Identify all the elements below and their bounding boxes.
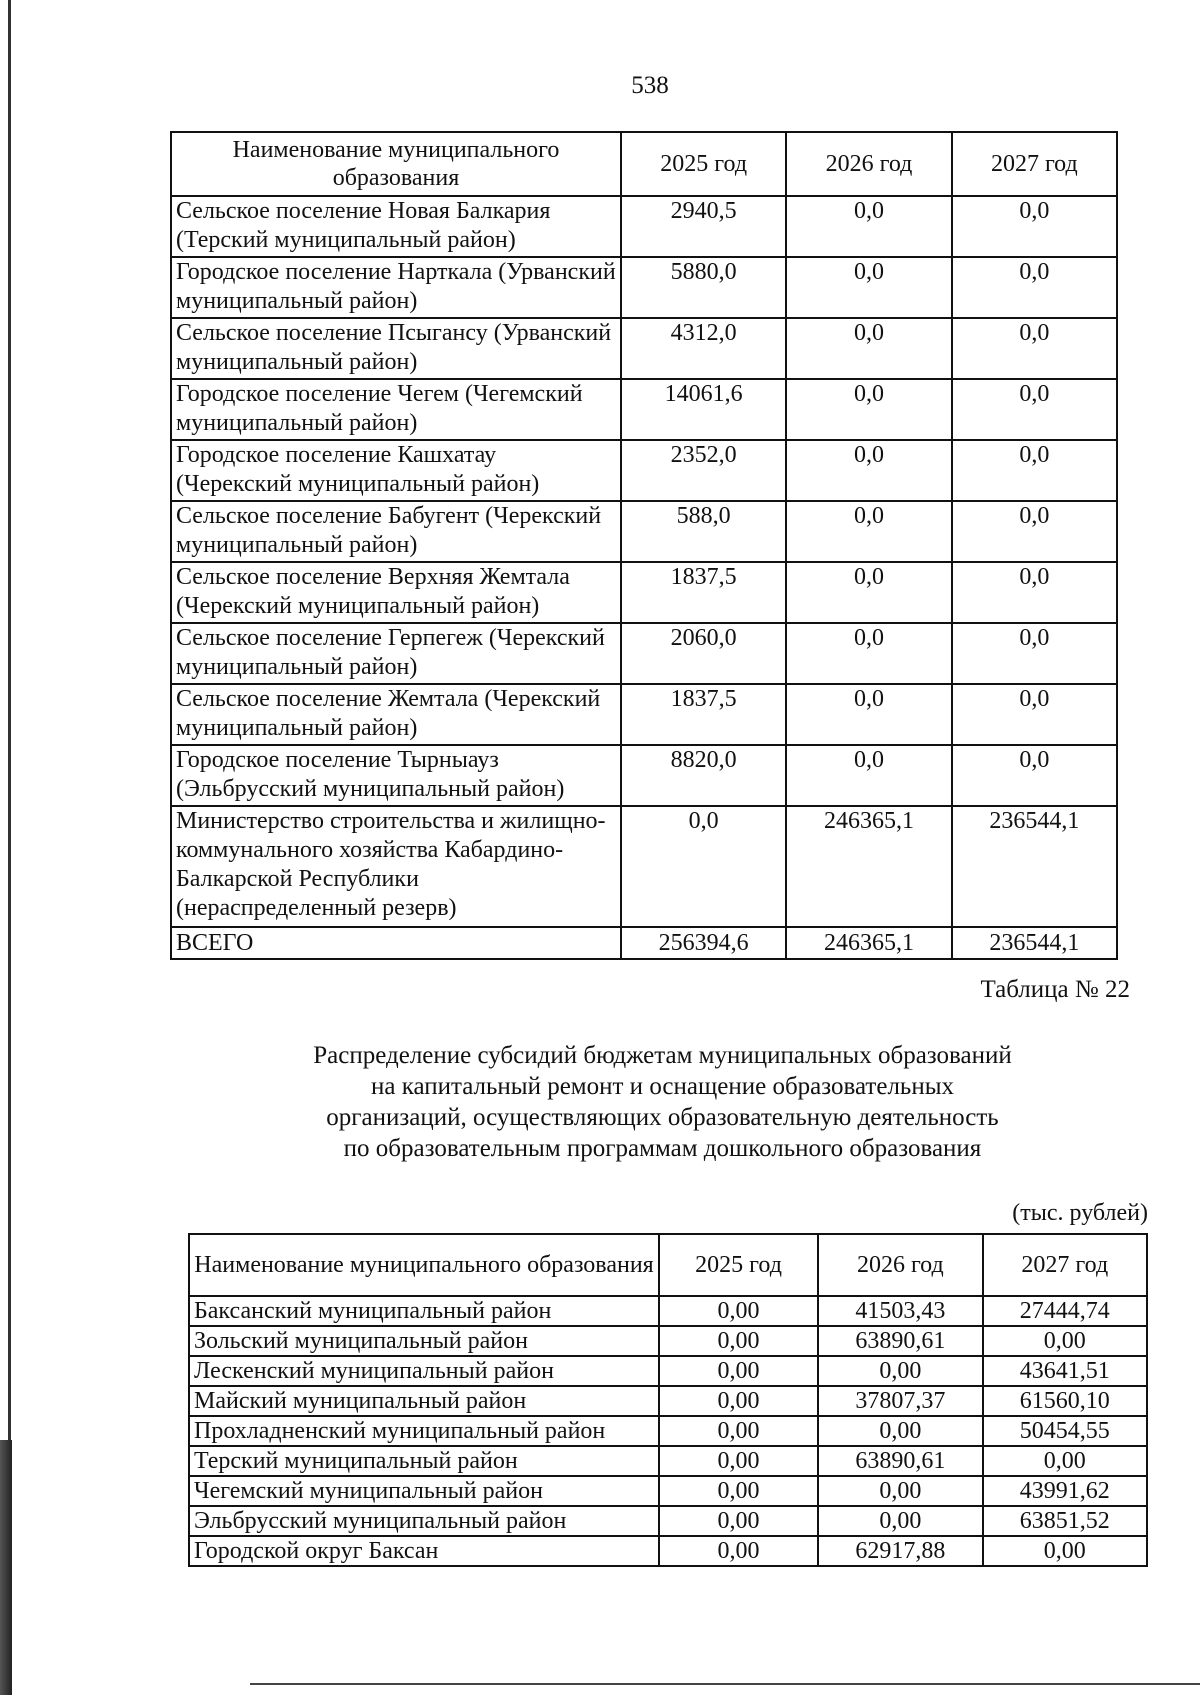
scan-edge-left-shadow [0,1440,12,1695]
cell-total-2026: 246365,1 [786,927,951,959]
cell-2026: 62917,88 [818,1536,982,1566]
cell-name: Зольский муниципальный район [189,1326,659,1356]
cell-2027: 0,0 [952,684,1117,745]
cell-2027: 0,0 [952,196,1117,257]
title-line: организаций, осуществляющих образовательную деятельность [326,1104,999,1131]
units-label: (тыс. рублей) [1012,1200,1148,1226]
cell-2026: 0,0 [786,196,951,257]
cell-name: Сельское поселение Герпегеж (Черекский муниципальный район) [171,623,621,684]
table-header-row [189,1234,1147,1296]
header-2027: 2027 год [983,1234,1147,1296]
cell-2027: 61560,10 [983,1386,1147,1416]
header-name: Наименование муниципального образования [171,132,621,196]
table-row [171,623,1117,684]
table-row [171,318,1117,379]
cell-2027: 63851,52 [983,1506,1147,1536]
table-row [171,257,1117,318]
cell-2025: 0,00 [659,1476,818,1506]
table-row [189,1446,1147,1476]
cell-name: Эльбрусский муниципальный район [189,1506,659,1536]
cell-name: Сельское поселение Бабугент (Черекский муниципальный район) [171,501,621,562]
cell-name: Терский муниципальный район [189,1446,659,1476]
cell-name: Министерство строительства и жилищно-коммунального хозяйства Кабардино-Балкарской Республики (нераспределенный резерв) [171,806,621,927]
table-row [171,684,1117,745]
cell-name: Чегемский муниципальный район [189,1476,659,1506]
cell-2027: 27444,74 [983,1296,1147,1326]
cell-2026: 0,0 [786,745,951,806]
page-number: 538 [631,72,669,99]
cell-2026: 0,00 [818,1356,982,1386]
cell-2025: 0,00 [659,1416,818,1446]
cell-2025: 2352,0 [621,440,786,501]
cell-2027: 0,0 [952,257,1117,318]
table-row [189,1416,1147,1446]
cell-2027: 0,0 [952,318,1117,379]
cell-2027: 0,0 [952,745,1117,806]
cell-2025: 5880,0 [621,257,786,318]
cell-2025: 1837,5 [621,684,786,745]
cell-total-2025: 256394,6 [621,927,786,959]
cell-2026: 41503,43 [818,1296,982,1326]
cell-2025: 0,00 [659,1296,818,1326]
table-row [189,1386,1147,1416]
cell-2027: 43991,62 [983,1476,1147,1506]
cell-2026: 0,0 [786,623,951,684]
header-2026: 2026 год [818,1234,982,1296]
table-row [189,1326,1147,1356]
cell-2026: 0,0 [786,257,951,318]
cell-2025: 0,00 [659,1536,818,1566]
table-row [189,1536,1147,1566]
cell-2025: 0,00 [659,1506,818,1536]
cell-name: Городское поселение Кашхатау (Черекский муниципальный район) [171,440,621,501]
cell-total-2027: 236544,1 [952,927,1117,959]
cell-2025: 8820,0 [621,745,786,806]
section-title [200,1040,1125,1164]
cell-2025: 0,0 [621,806,786,927]
table-row [171,501,1117,562]
table-row [171,745,1117,806]
table-row [189,1476,1147,1506]
cell-2025: 0,00 [659,1326,818,1356]
cell-name: Городское поселение Чегем (Чегемский муниципальный район) [171,379,621,440]
cell-2025: 0,00 [659,1356,818,1386]
cell-2025: 1837,5 [621,562,786,623]
cell-2026: 0,0 [786,318,951,379]
table-row [171,196,1117,257]
header-2026: 2026 год [786,132,951,196]
table-row [171,440,1117,501]
subsidy-table-1 [170,131,1118,960]
cell-2025: 588,0 [621,501,786,562]
cell-2027: 0,0 [952,440,1117,501]
table-row [171,562,1117,623]
cell-2026: 0,0 [786,562,951,623]
header-2025: 2025 год [659,1234,818,1296]
cell-2027: 0,0 [952,623,1117,684]
cell-2026: 37807,37 [818,1386,982,1416]
cell-name: Баксанский муниципальный район [189,1296,659,1326]
cell-2026: 0,00 [818,1416,982,1446]
cell-2025: 4312,0 [621,318,786,379]
cell-2027: 0,0 [952,379,1117,440]
table-total-row [171,927,1117,959]
cell-2026: 0,0 [786,440,951,501]
cell-2025: 2060,0 [621,623,786,684]
title-line: на капитальный ремонт и оснащение образовательных [370,1073,955,1100]
cell-total-label: ВСЕГО [171,927,621,959]
table-caption: Таблица № 22 [980,976,1130,1003]
title-line: Распределение субсидий бюджетам муниципальных образований [313,1042,1012,1069]
cell-2026: 0,0 [786,379,951,440]
cell-name: Городской округ Баксан [189,1536,659,1566]
table-row [171,379,1117,440]
cell-2025: 2940,5 [621,196,786,257]
cell-2027: 0,00 [983,1446,1147,1476]
cell-2027: 0,00 [983,1326,1147,1356]
cell-2027: 0,00 [983,1536,1147,1566]
cell-2026: 63890,61 [818,1326,982,1356]
cell-2025: 0,00 [659,1446,818,1476]
header-2025: 2025 год [621,132,786,196]
cell-2027: 236544,1 [952,806,1117,927]
cell-2026: 0,00 [818,1506,982,1536]
cell-2027: 0,0 [952,562,1117,623]
cell-2026: 0,0 [786,501,951,562]
table-row [189,1296,1147,1326]
cell-2026: 246365,1 [786,806,951,927]
cell-name: Городское поселение Нарткала (Урванский муниципальный район) [171,257,621,318]
cell-2026: 63890,61 [818,1446,982,1476]
cell-name: Городское поселение Тырныауз (Эльбрусский муниципальный район) [171,745,621,806]
cell-2027: 43641,51 [983,1356,1147,1386]
table-row [189,1506,1147,1536]
cell-name: Майский муниципальный район [189,1386,659,1416]
cell-2026: 0,00 [818,1476,982,1506]
cell-name: Сельское поселение Жемтала (Черекский муниципальный район) [171,684,621,745]
table-row [189,1356,1147,1386]
header-2027: 2027 год [952,132,1117,196]
cell-name: Лескенский муниципальный район [189,1356,659,1386]
cell-2026: 0,0 [786,684,951,745]
title-line: по образовательным программам дошкольного образования [343,1135,982,1162]
cell-name: Сельское поселение Псыгансу (Урванский муниципальный район) [171,318,621,379]
cell-name: Прохладненский муниципальный район [189,1416,659,1446]
cell-name: Сельское поселение Новая Балкария (Терский муниципальный район) [171,196,621,257]
scan-edge-bottom [250,1683,1200,1685]
header-name: Наименование муниципального образования [189,1234,659,1296]
table-row [171,806,1117,927]
cell-2025: 14061,6 [621,379,786,440]
cell-2027: 0,0 [952,501,1117,562]
table-header-row [171,132,1117,196]
subsidy-table-2 [188,1233,1148,1567]
cell-name: Сельское поселение Верхняя Жемтала (Черекский муниципальный район) [171,562,621,623]
cell-2025: 0,00 [659,1386,818,1416]
cell-2027: 50454,55 [983,1416,1147,1446]
